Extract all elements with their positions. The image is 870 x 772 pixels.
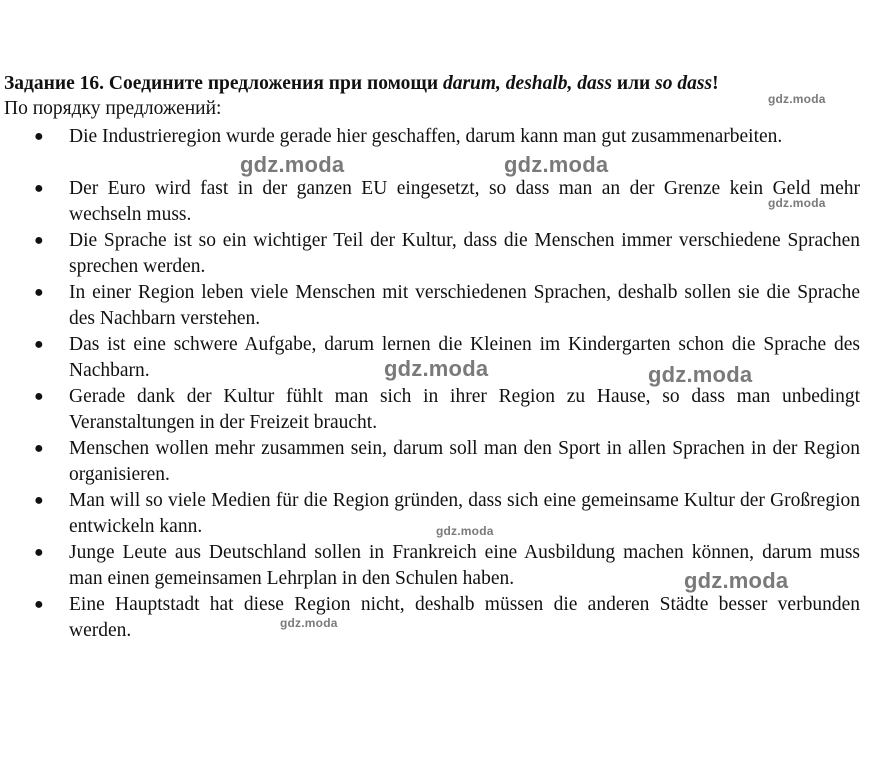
bullet-icon: ● <box>34 232 44 249</box>
task-title-words: darum, deshalb, dass <box>442 73 612 94</box>
list-item-text: In einer Region leben viele Menschen mit verschiedenen Sprachen, deshalb sollen sie die Sprache des Nachbarn verstehen. <box>69 282 860 329</box>
list-item-text: Gerade dank der Kultur fühlt man sich in ihrer Region zu Hause, so dass man unbedingt Veranstaltungen in der Freizeit braucht. <box>69 386 860 433</box>
list-item <box>0 592 860 644</box>
bullet-icon: ● <box>34 284 44 301</box>
task-subtitle: По порядку предложений: <box>4 98 222 119</box>
bullet-icon: ● <box>34 544 44 561</box>
watermark: gdz.moda <box>240 152 345 177</box>
bullet-icon: ● <box>34 336 44 353</box>
list-item-text: Die Industrieregion wurde gerade hier geschaffen, darum kann man gut zusammenarbeiten. <box>69 126 783 147</box>
task-title-middle: или <box>612 73 656 94</box>
list-item <box>0 488 860 540</box>
bullet-icon: ● <box>34 596 44 613</box>
list-item <box>0 280 860 332</box>
list-item-text: Eine Hauptstadt hat diese Region nicht, deshalb müssen die anderen Städte besser verbunden werden. <box>69 594 860 641</box>
watermark: gdz.moda <box>384 356 489 381</box>
list-item <box>0 436 860 488</box>
list-item-text: Das ist eine schwere Aufgabe, darum lernen die Kleinen im Kindergarten schon die Sprache des Nachbarn. <box>69 334 860 381</box>
list-item <box>0 124 860 176</box>
watermark: gdz.moda <box>504 152 609 177</box>
bullet-icon: ● <box>34 128 44 145</box>
bullet-icon: ● <box>34 440 44 457</box>
task-title <box>4 72 719 96</box>
bullet-icon: ● <box>34 180 44 197</box>
list-item-text: Die Sprache ist so ein wichtiger Teil der Kultur, dass die Menschen immer verschiedene Sprachen sprechen werden. <box>69 230 860 277</box>
watermark: gdz.moda <box>280 616 338 630</box>
watermark: gdz.moda <box>768 92 826 106</box>
watermark: gdz.moda <box>648 362 753 387</box>
watermark: gdz.moda <box>436 524 494 538</box>
list-item <box>0 228 860 280</box>
list-item <box>0 176 860 228</box>
task-title-end-word: so dass <box>655 73 713 94</box>
task-title-suffix: ! <box>712 73 719 94</box>
watermark: gdz.moda <box>768 196 826 210</box>
list-item-text: Der Euro wird fast in der ganzen EU eingesetzt, so dass man an der Grenze kein Geld mehr wechseln muss. <box>69 178 860 225</box>
list-item-text: Man will so viele Medien für die Region gründen, dass sich eine gemeinsame Kultur der Großregion entwickeln kann. <box>69 490 860 537</box>
list-item <box>0 384 860 436</box>
list-item-text: Junge Leute aus Deutschland sollen in Frankreich eine Ausbildung machen können, darum muss man einen gemeinsamen Lehrplan in den Schulen haben. <box>69 542 860 589</box>
task-title-prefix: Задание 16. Соедините предложения при помощи <box>4 73 443 94</box>
bullet-icon: ● <box>34 388 44 405</box>
list-item-text: Menschen wollen mehr zusammen sein, darum soll man den Sport in allen Sprachen in der Region organisieren. <box>69 438 860 485</box>
bullet-icon: ● <box>34 492 44 509</box>
watermark: gdz.moda <box>684 568 789 593</box>
